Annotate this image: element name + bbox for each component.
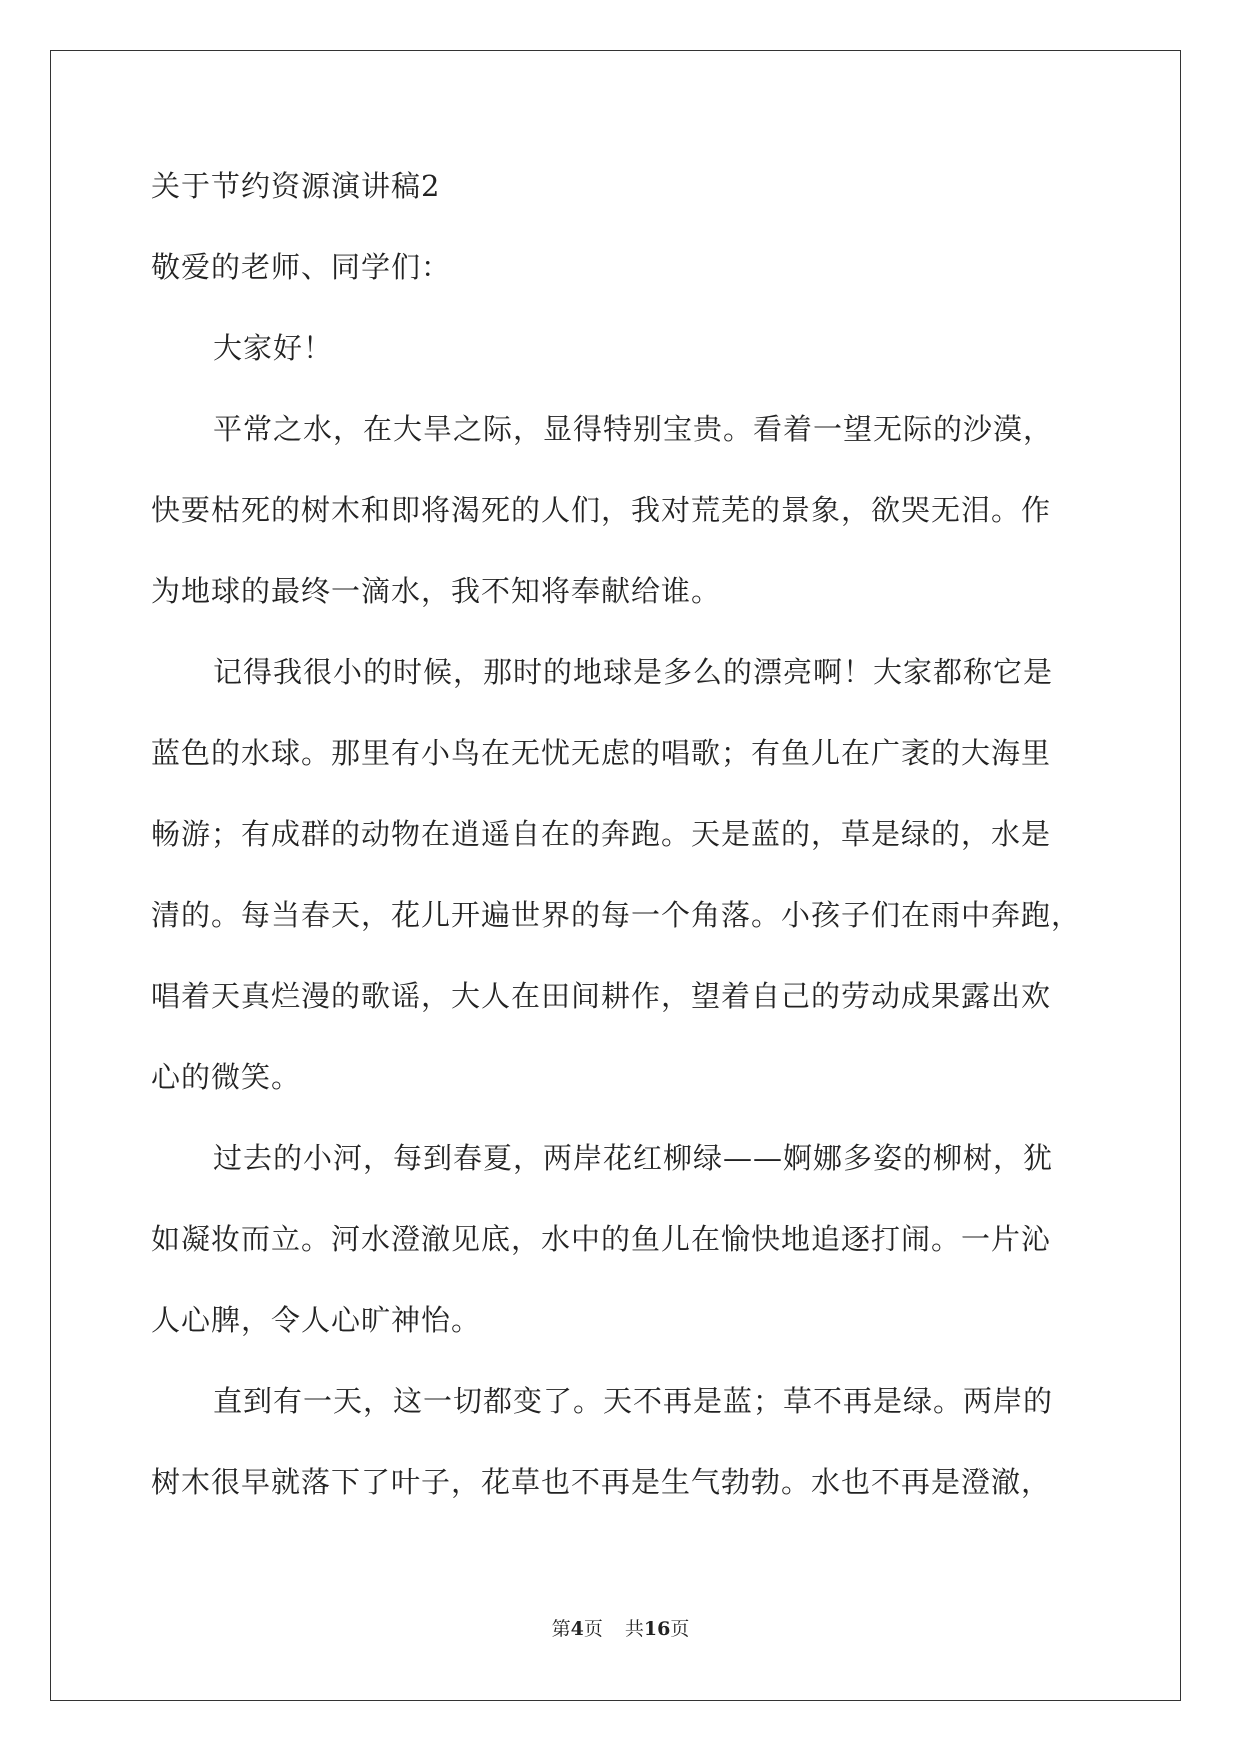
footer-total-prefix: 共	[624, 1618, 644, 1640]
paragraph-line: 直到有一天，这一切都变了。天不再是蓝；草不再是绿。两岸的	[213, 1384, 1054, 1418]
paragraph-line: 如凝妆而立。河水澄澈见底，水中的鱼儿在愉快地追逐打闹。一片沁	[151, 1222, 1052, 1256]
paragraph-line: 树木很早就落下了叶子，花草也不再是生气勃勃。水也不再是澄澈，	[151, 1465, 1052, 1499]
paragraph-line: 人心脾，令人心旷神怡。	[151, 1303, 482, 1337]
paragraph-line: 平常之水，在大旱之际，显得特别宝贵。看着一望无际的沙漠，	[213, 412, 1054, 446]
salutation: 敬爱的老师、同学们：	[151, 250, 452, 284]
document-body	[151, 170, 1091, 1547]
footer-page-suffix: 页	[583, 1618, 603, 1640]
document-title: 关于节约资源演讲稿2	[151, 169, 441, 203]
current-page-number: 4	[570, 1618, 584, 1640]
paragraph-line: 为地球的最终一滴水，我不知将奉献给谁。	[151, 574, 722, 608]
greeting: 大家好！	[213, 331, 334, 365]
paragraph-line: 心的微笑。	[151, 1060, 302, 1094]
footer-total-suffix: 页	[670, 1618, 690, 1640]
paragraph-line: 畅游；有成群的动物在逍遥自在的奔跑。天是蓝的，草是绿的，水是	[151, 817, 1052, 851]
paragraph-line: 蓝色的水球。那里有小鸟在无忧无虑的唱歌；有鱼儿在广袤的大海里	[151, 736, 1052, 770]
paragraph-line: 记得我很小的时候，那时的地球是多么的漂亮啊！大家都称它是	[213, 655, 1054, 689]
paragraph-line: 唱着天真烂漫的歌谣，大人在田间耕作，望着自己的劳动成果露出欢	[151, 979, 1052, 1013]
paragraph-line: 快要枯死的树木和即将渴死的人们，我对荒芜的景象，欲哭无泪。作	[151, 493, 1052, 527]
paragraph-line: 过去的小河，每到春夏，两岸花红柳绿——婀娜多姿的柳树，犹	[213, 1141, 1054, 1175]
footer-prefix: 第	[551, 1618, 571, 1640]
page-footer	[0, 1618, 1241, 1640]
total-pages-number: 16	[643, 1618, 671, 1640]
paragraph-line: 清的。每当春天，花儿开遍世界的每一个角落。小孩子们在雨中奔跑，	[151, 898, 1082, 932]
